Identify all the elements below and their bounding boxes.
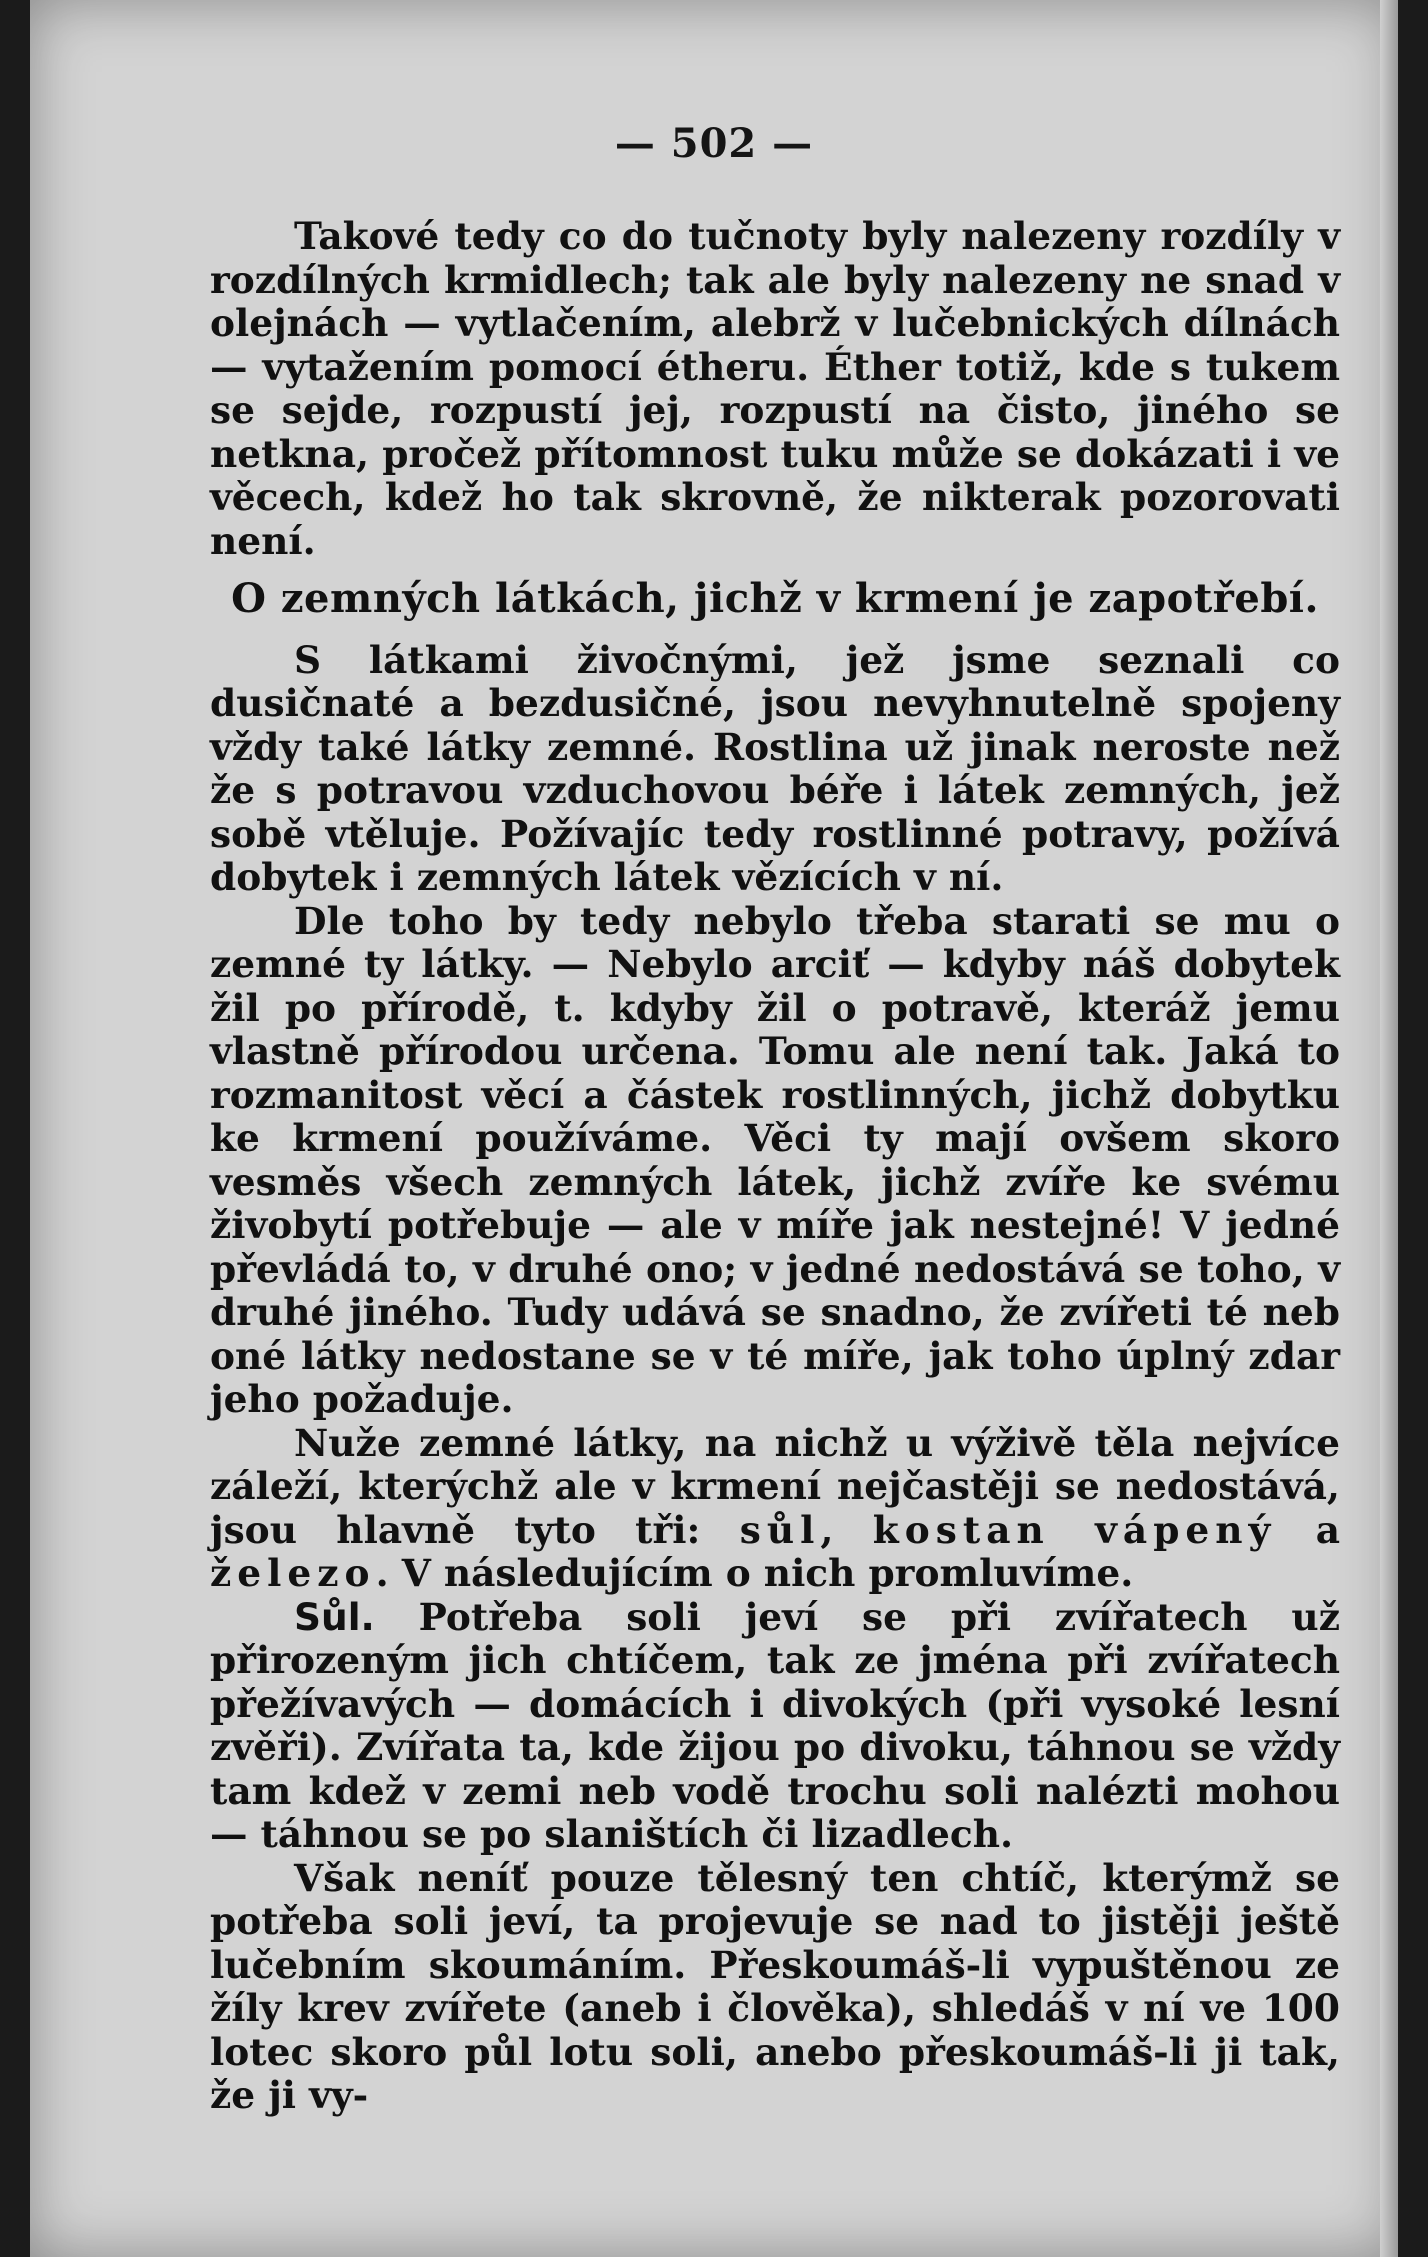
paragraph-tucnota: Takové tedy co do tučnoty byly nalezeny rozdíly v rozdílných krmidlech; tak ale byly nalezeny ne snad v olejnách — vytlačením, alebrž v lučebnických dílnách — vytažením pomocí étheru. Éther totiž, kde s tukem se sejde, rozpustí jej, rozpustí na čisto, jiného se netkna, pročež přítomnost tuku může se dokázati i ve věcech, kdež ho tak skrovně, že nikterak pozorovati není. [210, 214, 1340, 563]
section-heading: O zemných látkách, jichž v krmení je zapotřebí. [231, 575, 1319, 622]
paragraph-sul [210, 1596, 1340, 1857]
paragraph-dle-toho: Dle toho by tedy nebylo třeba starati se mu o zemné ty látky. — Nebylo arciť — kdyby náš dobytek žil po přírodě, t. kdyby žil o potravě, kteráž jemu vlastně přírodou určena. Tomu ale není tak. Jaká to rozmanitost věcí a částek rostlinných, jichž dobytku ke krmení používáme. Věci ty mají ovšem skoro vesměs všech zemných látek, jichž zvíře ke svému živobytí potřebuje — ale v míře jak nestejné! V jedné převládá to, v druhé ono; v jedné nedostává se toho, v druhé jiného. Tudy udává se snadno, že zvířeti té neb oné látky nedostane se v té míře, jak toho úplný zdar jeho požaduje. [210, 898, 1340, 1421]
text-block [210, 215, 1340, 2118]
term-kostan-vapeny: kostan vápený [872, 1507, 1277, 1552]
book-page [30, 0, 1398, 2257]
separator: a [1276, 1507, 1340, 1552]
paragraph-sul-text: Potřeba soli jeví se při zvířatech už přirozeným jich chtíčem, tak ze jména při zvířatech přežívavých — domácích i divokých (při vysoké lesní zvěři). Zvířata ta, kde žijou po divoku, táhnou se vždy tam kdež v zemi neb vodě trochu soli nalézti mohou — táhnou se po slaništích či lizadlech. [210, 1594, 1340, 1856]
paragraph-zemne-latky [210, 1422, 1340, 1596]
paragraph-latky-zivocne: S látkami živočnými, jež jsme seznali co dusičnaté a bezdusičné, jsou nevyhnutelně spojeny vždy také látky zemné. Rostlina už jinak neroste než že s potravou vzduchovou béře i látek zemných, jež sobě vtěluje. Požívajíc tedy rostlinné potravy, požívá dobytek i zemných látek vězících v ní. [210, 637, 1340, 899]
page-number: — 502 — [614, 120, 814, 167]
term-sul: sůl [739, 1507, 821, 1552]
paragraph-zemne-latky-end: . V následujícím o nich promluvíme. [375, 1551, 1134, 1595]
term-zelezo: železo [210, 1551, 376, 1595]
paragraph-chtic: Však neníť pouze tělesný ten chtíč, kterýmž se potřeba soli jeví, ta projevuje se nad to jistěji ještě lučebním skoumáním. Přeskoumáš-li vypuštěnou ze žíly krev zvířete (aneb i člověka), shledáš v ní ve 100 lotec skoro půl lotu soli, anebo přeskoumáš-li ji tak, že ji vy- [210, 1855, 1340, 2117]
paragraph-zemne-latky-text: Nuže zemné látky, na nichž u výživě těla nejvíce záleží, kterýchž ale v krmení nejčastěji se nedostává, jsou hlavně tyto tři: [210, 1420, 1340, 1552]
runin-heading-sul: Sůl. [294, 1594, 375, 1639]
separator: , [820, 1507, 873, 1552]
page-edge [1380, 0, 1398, 2257]
